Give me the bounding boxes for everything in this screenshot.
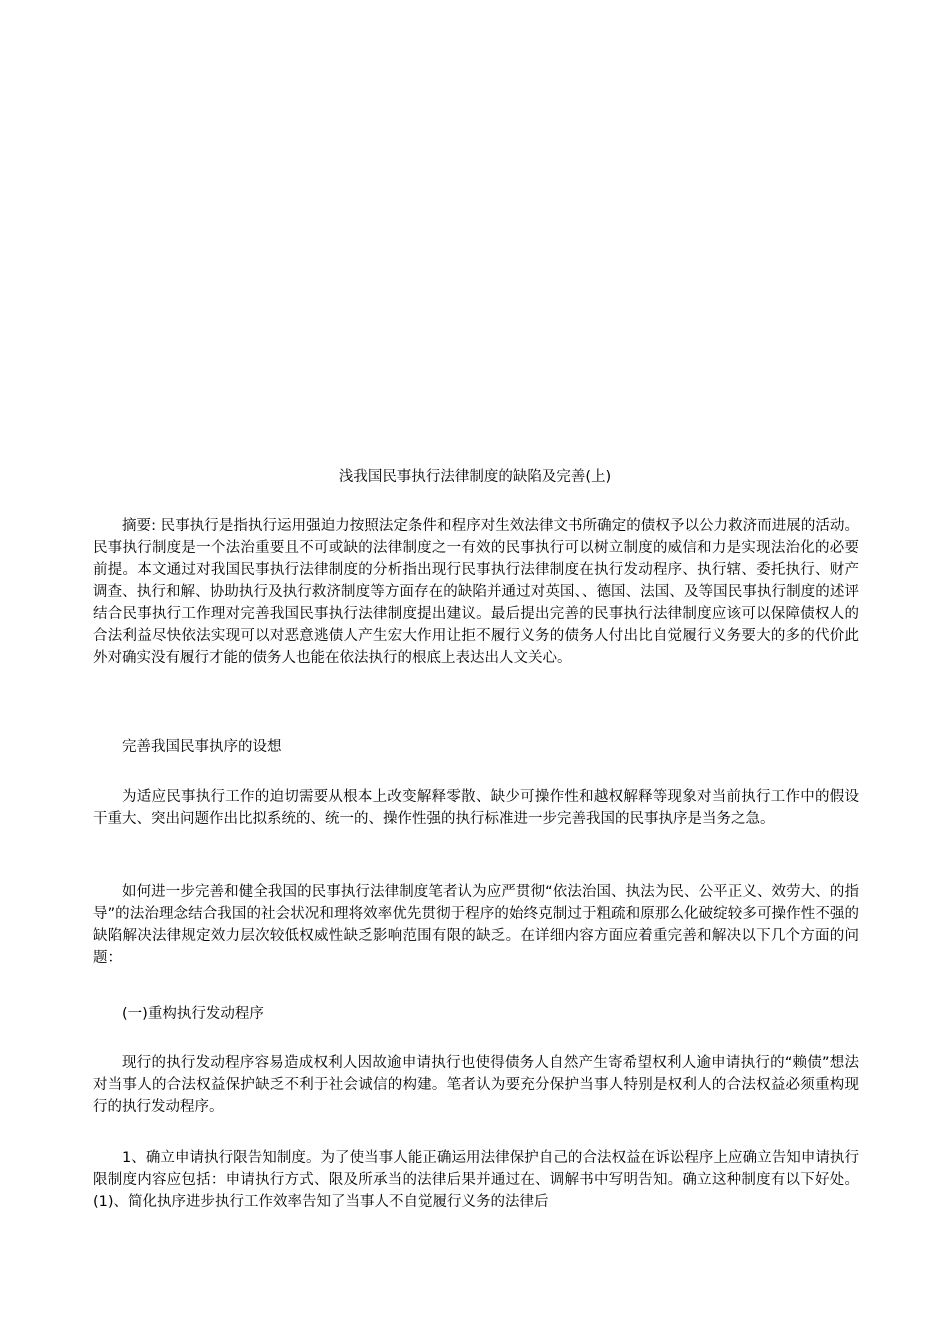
document-title: 浅我国民事执行法律制度的缺陷及完善(上) bbox=[338, 469, 612, 485]
body-paragraph: 如何进一步完善和健全我国的民事执行法律制度笔者认为应严贯彻“依法治国、执法为民、公平正义、效劳大、的指导”的法治理念结合我国的社会状况和理将效率优先贯彻于程序的始终克制过于粗疏和原那么化破绽较多可操作性不强的缺陷解决法律规定效力层次较低权威性缺乏影响范围有限的缺乏。在详细内容方面应着重完善和解决以下几个方面的问题： bbox=[93, 884, 859, 966]
abstract-paragraph: 摘要: 民事执行是指执行运用强迫力按照法定条件和程序对生效法律文书所确定的债权予以公力救济而进展的活动。民事执行制度是一个法治重要且不可或缺的法律制度之一有效的民事执行可以树立制度的威信和力是实现法治化的必要前提。本文通过对我国民事执行法律制度的分析指出现行民事执行法律制度在执行发动程序、执行辖、委托执行、财产调查、执行和解、协助执行及执行救济制度等方面存在的缺陷并通过对英国、、德国、法国、及等国民事执行制度的述评结合民事执行工作理对完善我国民事执行法律制度提出建议。最后提出完善的民事执行法律制度应该可以保障债权人的合法利益尽快依法实现可以对恶意逃债人产生宏大作用让拒不履行义务的债务人付出比自觉履行义务要大的多的代价此外对确实没有履行才能的债务人也能在依法执行的根底上表达出人文关心。 bbox=[93, 518, 859, 666]
subsection-heading: (一)重构执行发动程序 bbox=[122, 1006, 264, 1022]
body-paragraph: 为适应民事执行工作的迫切需要从根本上改变解释零散、缺少可操作性和越权解释等现象对当前执行工作中的假设干重大、突出问题作出比拟系统的、统一的、操作性强的执行标准进一步完善我国的民事执序是当务之急。 bbox=[93, 789, 859, 827]
section-heading: 完善我国民事执序的设想 bbox=[122, 739, 282, 755]
body-paragraph: 现行的执行发动程序容易造成权利人因故逾申请执行也使得债务人自然产生寄希望权利人逾申请执行的“赖债”想法对当事人的合法权益保护缺乏不利于社会诚信的构建。笔者认为要充分保护当事人特别是权利人的合法权益必须重构现行的执行发动程序。 bbox=[93, 1055, 859, 1115]
body-paragraph: 1、确立申请执行限告知制度。为了使当事人能正确运用法律保护自己的合法权益在诉讼程序上应确立告知申请执行限制度内容应包括：申请执行方式、限及所承当的法律后果并通过在、调解书中写明告知。确立这种制度有以下好处。(1)、简化执序进步执行工作效率告知了当事人不自觉履行义务的法律后 bbox=[93, 1150, 859, 1210]
